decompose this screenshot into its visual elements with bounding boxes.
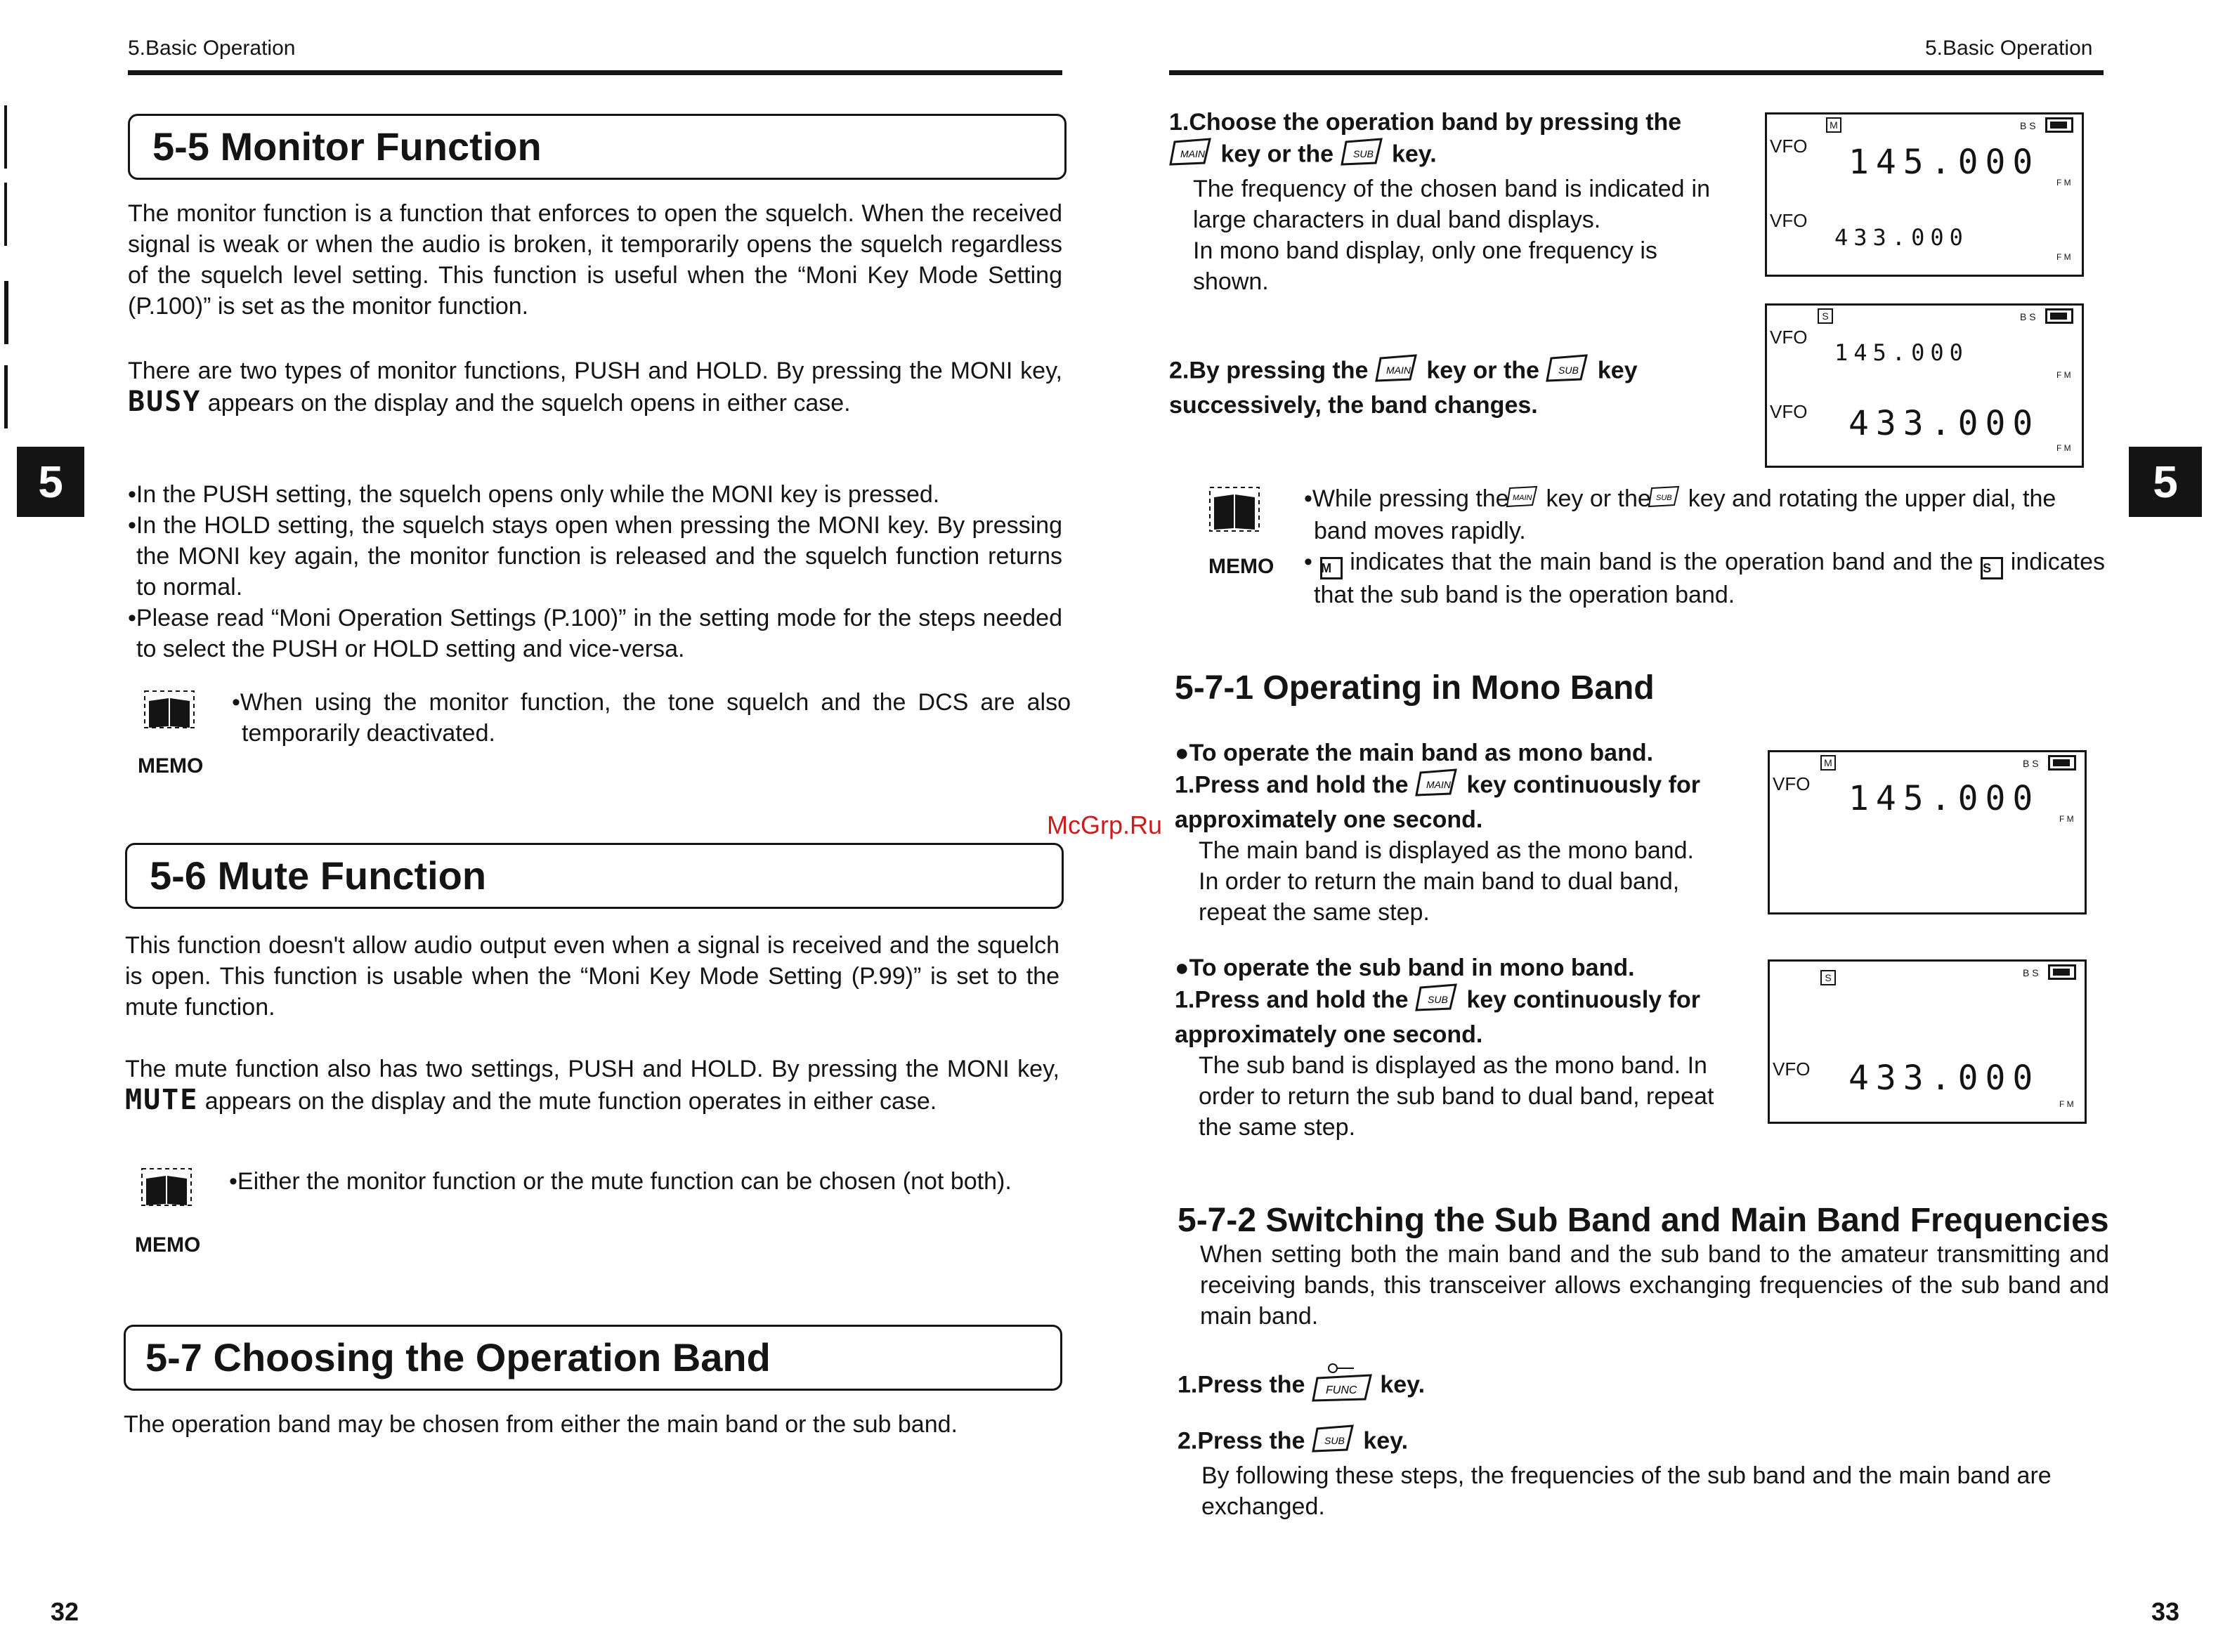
main-band-indicator: M — [1826, 117, 1841, 133]
switching-step-1-a: Press the — [1197, 1371, 1305, 1398]
step-number: 1. — [1178, 1371, 1198, 1398]
main-key-label: MAIN — [1426, 779, 1451, 790]
vfo-label: VFO — [1770, 210, 1808, 231]
vfo-label: VFO — [1773, 773, 1811, 794]
fm-label: F M — [2056, 252, 2071, 262]
step-1-text: The frequency of the chosen band is indicated in large characters in dual band displays. — [1193, 176, 1710, 233]
main-band-indicator: M — [1820, 755, 1836, 771]
sub-key-icon — [1546, 354, 1591, 390]
bs-label: B S — [2020, 120, 2036, 131]
vfo-label: VFO — [1770, 401, 1808, 422]
vfo-label: VFO — [1773, 1058, 1811, 1080]
battery-icon — [2048, 755, 2076, 771]
mono-main-step-a: Press and hold the — [1194, 771, 1409, 799]
step-number: 2. — [1169, 357, 1189, 384]
memo-book-icon — [138, 688, 201, 745]
monitor-p2-end: appears on the display and the squelch opens in either case. — [207, 390, 851, 417]
memo-label: MEMO — [138, 754, 204, 778]
memo-text-band — [1304, 483, 2105, 610]
memo-line-1-b: key or the — [1546, 485, 1651, 512]
margin-mark — [4, 183, 7, 246]
chapter-tab-right: 5 — [2129, 447, 2202, 517]
subsection-title-5-7-1: 5-7-1 Operating in Mono Band — [1175, 669, 1655, 707]
main-key-label: MAIN — [1385, 365, 1411, 376]
switching-step-2-text: By following these steps, the frequencies of the sub band and the main band are exchanged. — [1201, 1462, 2052, 1520]
page-number-left: 32 — [51, 1597, 79, 1626]
step-number: 2. — [1178, 1427, 1198, 1455]
sub-key-icon — [1341, 138, 1385, 173]
mono-main-heading: ●To operate the main band as mono band. — [1175, 740, 1654, 766]
mono-sub-heading: ●To operate the sub band in mono band. — [1175, 955, 1635, 981]
sub-key-label: SUB — [1324, 1435, 1345, 1446]
margin-mark — [4, 105, 7, 169]
sub-key-icon — [1312, 1424, 1357, 1460]
section-title-box-5-6 — [125, 843, 1064, 909]
page-number-right: 33 — [2151, 1597, 2180, 1626]
operation-band-paragraph: The operation band may be chosen from either the main band or the sub band. — [124, 1411, 958, 1438]
fm-label: F M — [2056, 443, 2071, 453]
margin-mark — [4, 281, 8, 344]
battery-icon — [2048, 964, 2076, 980]
switching-paragraph: When setting both the main band and the sub band to the amateur transmitting and receiving bands, this transceiver allows exchanging frequencies of the sub band and main band. — [1200, 1241, 2109, 1330]
lcd-dual-main-large — [1765, 112, 2084, 277]
main-key-label: MAIN — [1513, 494, 1532, 503]
step-2-bold-b: key or the — [1426, 357, 1539, 384]
mute-paragraph-1: This function doesn't allow audio output even when a signal is received and the squelch is open. This function is usable when the “Moni Key Mode Setting (P.99)” is set to the mute function. — [125, 932, 1059, 1021]
switching-step-1 — [1178, 1363, 2091, 1410]
chapter-tab-left: 5 — [17, 447, 84, 517]
sub-key-label: SUB — [1558, 365, 1579, 376]
mono-sub-instructions — [1175, 952, 1716, 1143]
memo-line-1 — [1304, 483, 2105, 546]
mute-paragraph-2 — [125, 1054, 1059, 1117]
monitor-bullet-push: •In the PUSH setting, the squelch opens only while the MONI key is pressed. — [128, 481, 940, 508]
step-2-bold-a: By pressing the — [1189, 357, 1369, 384]
mono-sub-step-a: Press and hold the — [1194, 986, 1409, 1014]
bs-label: B S — [2023, 967, 2039, 978]
step-number: 1. — [1169, 109, 1189, 136]
switching-step-2 — [1178, 1424, 2091, 1522]
monitor-p2-start: There are two types of monitor functions, PUSH and HOLD. By pressing the MONI key, — [128, 358, 1062, 384]
memo-book-icon — [135, 1166, 198, 1222]
section-title-box-5-5 — [128, 114, 1067, 180]
step-number: 1. — [1175, 771, 1195, 799]
sub-key-icon — [1415, 983, 1460, 1019]
busy-indicator: BUSY — [128, 386, 202, 418]
step-1-text-2: In mono band display, only one frequency is shown. — [1193, 237, 1657, 295]
mono-main-text: The main band is displayed as the mono band. In order to return the main band to dual band, repeat the same step. — [1199, 837, 1695, 926]
memo-line-2-a: • — [1304, 549, 1312, 576]
step-1-bold-a: Choose the operation band by pressing the — [1189, 109, 1682, 136]
main-key-icon — [1415, 768, 1460, 804]
step-1-choose-band — [1169, 107, 1710, 297]
main-band-symbol: M — [1320, 557, 1343, 579]
section-title-5-6: 5-6 Mute Function — [150, 853, 487, 898]
sub-key-label: SUB — [1352, 148, 1374, 159]
sub-frequency: 433.000 — [1848, 404, 2040, 443]
mono-sub-step-b: key continuously for approximately one second. — [1175, 986, 1700, 1048]
sub-frequency: 433.000 — [1834, 224, 1969, 251]
sub-key-icon — [1657, 485, 1681, 516]
step-1-bold-b: key or the — [1220, 140, 1334, 168]
main-frequency: 145.000 — [1848, 143, 2040, 182]
vfo-label: VFO — [1770, 136, 1808, 157]
monitor-bullet-hold: •In the HOLD setting, the squelch stays open when pressing the MONI key. By pressing the MONI key again, the monitor function is released and the squelch function returns to normal. — [128, 512, 1062, 601]
func-key-icon — [1312, 1363, 1374, 1410]
switching-step-2-a: Press the — [1197, 1427, 1305, 1455]
main-key-icon — [1169, 138, 1214, 173]
sub-band-indicator: S — [1818, 308, 1833, 324]
bs-label: B S — [2020, 311, 2036, 322]
fm-label: F M — [2059, 814, 2074, 824]
margin-mark — [4, 365, 8, 428]
right-header-rule — [1169, 70, 2104, 75]
main-key-icon — [1375, 354, 1420, 390]
fm-label: F M — [2059, 1099, 2074, 1109]
mono-main-step-b: key continuously for approximately one second. — [1175, 771, 1700, 833]
right-running-header: 5.Basic Operation — [1925, 37, 2093, 60]
mute-p2-start: The mute function also has two settings, PUSH and HOLD. By pressing the MONI key, — [125, 1056, 1059, 1082]
monitor-bullets — [128, 479, 1062, 664]
step-2-change-band — [1169, 354, 1710, 421]
memo-line-2 — [1304, 546, 2105, 610]
lcd-mono-main — [1768, 750, 2087, 914]
subsection-title-5-7-2: 5-7-2 Switching the Sub Band and Main Band Frequencies — [1178, 1202, 2109, 1239]
main-frequency: 145.000 — [1834, 339, 1969, 366]
left-header-rule — [128, 70, 1062, 75]
battery-icon — [2045, 308, 2073, 324]
switching-step-2-b: key. — [1363, 1427, 1409, 1455]
mono-sub-text: The sub band is displayed as the mono band. In order to return the sub band to dual band, repeat the same step. — [1199, 1052, 1714, 1141]
battery-icon — [2045, 117, 2073, 133]
step-number: 1. — [1175, 986, 1195, 1014]
mono-main-instructions — [1175, 738, 1716, 928]
vfo-label: VFO — [1770, 327, 1808, 348]
fm-label: F M — [2056, 178, 2071, 188]
bs-label: B S — [2023, 758, 2039, 769]
mute-p2-end: appears on the display and the mute function operates in either case. — [204, 1088, 937, 1115]
memo-label: MEMO — [1208, 555, 1274, 578]
memo-line-2-c: indicates that the sub band is the operation band. — [1314, 549, 2105, 609]
left-running-header: 5.Basic Operation — [128, 37, 296, 60]
sub-frequency: 433.000 — [1848, 1058, 2040, 1098]
main-key-icon — [1515, 485, 1539, 516]
section-title-5-5: 5-5 Monitor Function — [152, 124, 542, 169]
fm-label: F M — [2056, 370, 2071, 380]
memo-text-monitor: •When using the monitor function, the tone squelch and the DCS are also temporarily deactivated. — [232, 689, 1071, 747]
lcd-mono-sub — [1768, 959, 2087, 1124]
memo-text-mute: •Either the monitor function or the mute function can be chosen (not both). — [229, 1168, 1012, 1195]
monitor-paragraph-1: The monitor function is a function that enforces to open the squelch. When the received signal is weak or when the audio is broken, it temporarily opens the squelch regardless of the squelch level setting. This function is useful when the “Moni Key Mode Setting (P.100)” is set as the monitor function. — [128, 200, 1062, 320]
watermark: McGrp.Ru — [1047, 811, 1163, 839]
memo-line-1-c: key and rotating the upper dial, the band moves rapidly. — [1314, 485, 2056, 545]
monitor-bullet-read: •Please read “Moni Operation Settings (P.100)” in the setting mode for the steps needed to select the PUSH or HOLD setting and vice-versa. — [128, 605, 1062, 662]
main-frequency: 145.000 — [1848, 779, 2040, 818]
memo-book-icon — [1203, 485, 1266, 548]
sub-band-indicator: S — [1820, 970, 1836, 985]
step-2-bold-c: key successively, the band changes. — [1169, 357, 1638, 419]
sub-band-symbol: S — [1981, 557, 2003, 579]
memo-label: MEMO — [135, 1233, 201, 1257]
monitor-paragraph-2 — [128, 355, 1062, 419]
section-title-5-7: 5-7 Choosing the Operation Band — [145, 1335, 771, 1379]
main-key-label: MAIN — [1180, 148, 1205, 159]
memo-line-1-a: •While pressing the — [1304, 485, 1509, 512]
memo-line-2-b: indicates that the main band is the operation band and the — [1350, 549, 1974, 576]
section-title-box-5-7 — [124, 1325, 1062, 1391]
func-key-label: FUNC — [1325, 1384, 1357, 1396]
sub-key-label: SUB — [1428, 994, 1448, 1005]
lcd-dual-sub-large — [1765, 303, 2084, 468]
sub-key-label: SUB — [1656, 494, 1672, 503]
switching-step-1-b: key. — [1380, 1371, 1426, 1398]
mute-indicator: MUTE — [125, 1084, 199, 1116]
step-1-bold-c: key. — [1391, 140, 1437, 168]
